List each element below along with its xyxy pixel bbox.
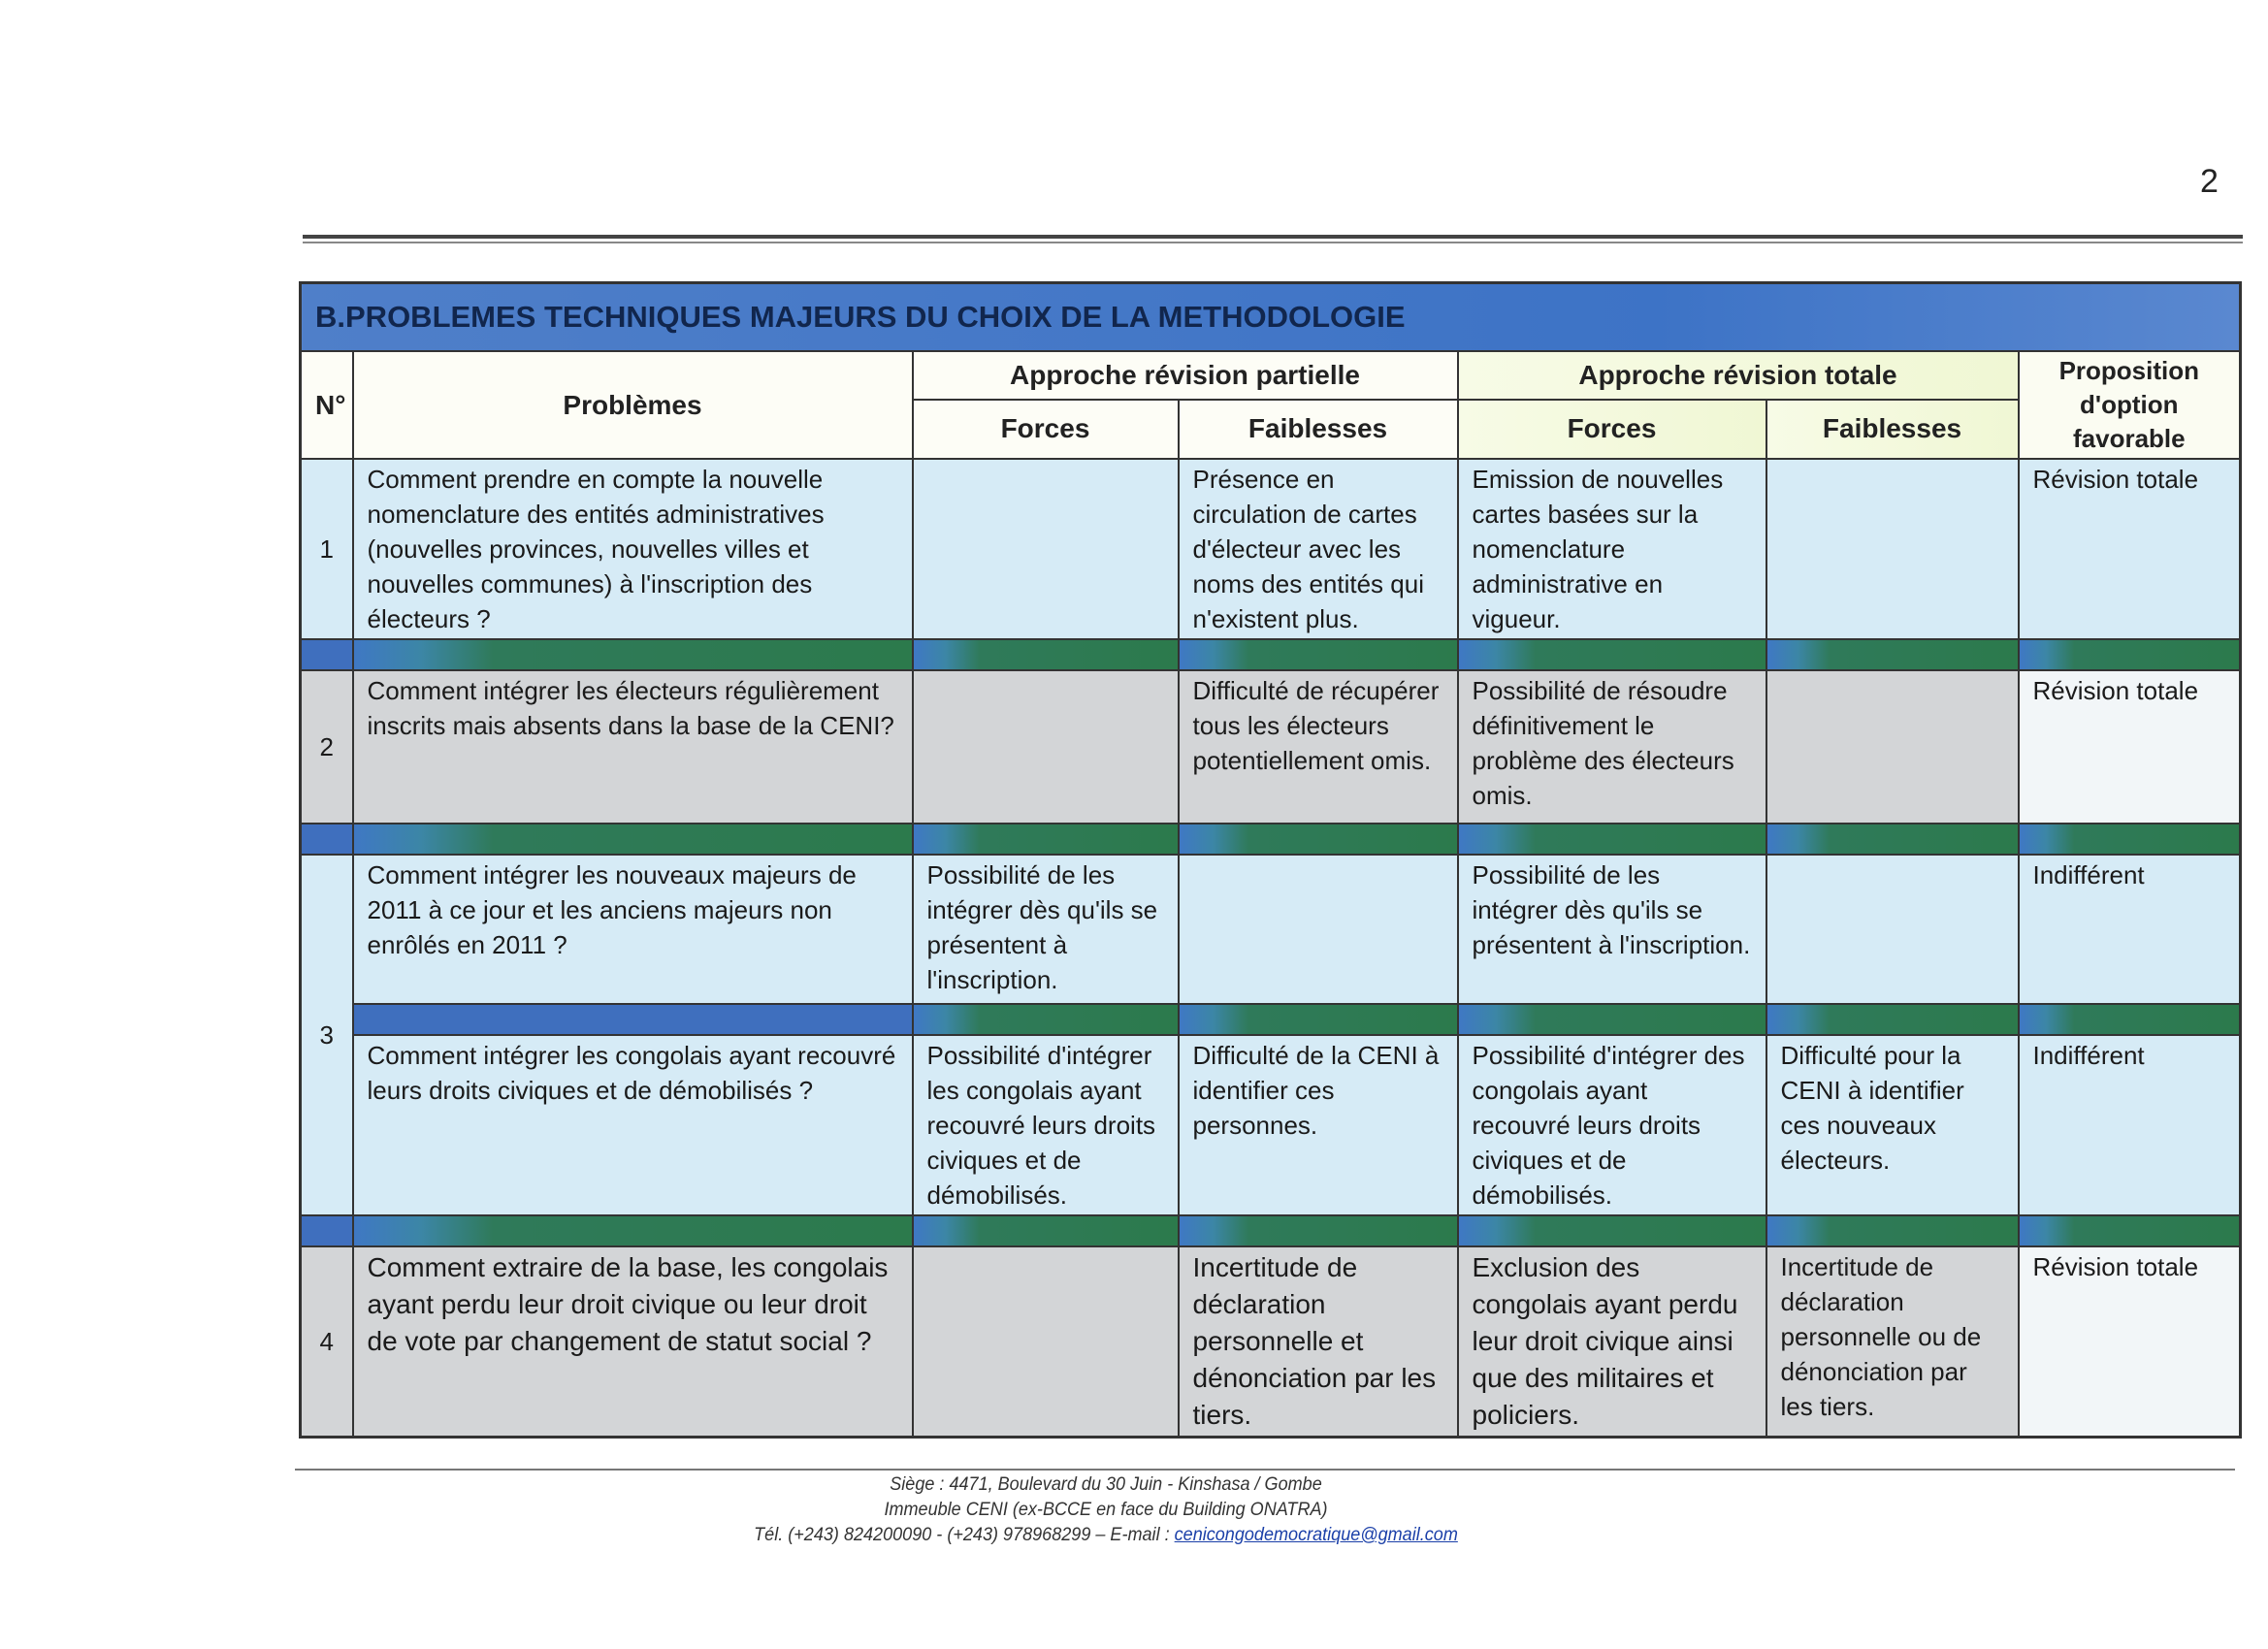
col-header-problems: Problèmes xyxy=(353,351,913,459)
partial-strengths-cell: Possibilité de les intégrer dès qu'ils se présentent à l'inscription. xyxy=(913,855,1179,1004)
total-strengths-cell: Possibilité d'intégrer des congolais ayant recouvré leurs droits civiques et de démobilisés. xyxy=(1458,1035,1766,1215)
problem-cell: Comment intégrer les électeurs régulièrement inscrits mais absents dans la base de la CENI? xyxy=(353,670,913,824)
proposal-cell: Révision totale xyxy=(2019,670,2241,824)
total-strengths-cell: Exclusion des congolais ayant perdu leur droit civique ainsi que des militaires et policiers. xyxy=(1458,1246,1766,1438)
footer xyxy=(599,1472,1613,1548)
col-header-partial-weaknesses: Faiblesses xyxy=(1179,400,1458,459)
total-weaknesses-cell xyxy=(1766,459,2019,639)
total-weaknesses-cell xyxy=(1766,670,2019,824)
row-number: 3 xyxy=(301,855,353,1215)
methodology-table xyxy=(299,281,2242,1439)
problem-cell: Comment intégrer les nouveaux majeurs de 2011 à ce jour et les anciens majeurs non enrôlés en 2011 ? xyxy=(353,855,913,1004)
table-row xyxy=(301,459,2241,639)
proposal-cell: Indifférent xyxy=(2019,1035,2241,1215)
col-header-total-approach: Approche révision totale xyxy=(1458,351,2019,400)
total-strengths-cell: Possibilité de résoudre définitivement le problème des électeurs omis. xyxy=(1458,670,1766,824)
table-title-row xyxy=(301,283,2241,352)
table-row xyxy=(301,855,2241,1004)
col-header-partial-strengths: Forces xyxy=(913,400,1179,459)
col-header-total-weaknesses: Faiblesses xyxy=(1766,400,2019,459)
footer-phones: Tél. (+243) 824200090 - (+243) 978968299 – E-mail : xyxy=(754,1525,1175,1545)
footer-email-link[interactable]: cenicongodemocratique@gmail.com xyxy=(1174,1525,1458,1545)
col-header-proposal: Proposition d'option favorable xyxy=(2019,351,2241,459)
table-row xyxy=(301,1035,2241,1215)
footer-address: Siège : 4471, Boulevard du 30 Juin - Kinshasa / Gombe xyxy=(890,1474,1322,1495)
total-strengths-cell: Possibilité de les intégrer dès qu'ils se présentent à l'inscription. xyxy=(1458,855,1766,1004)
col-header-partial-approach: Approche révision partielle xyxy=(913,351,1458,400)
separator-row xyxy=(301,824,2241,855)
table-title: B.PROBLEMES TECHNIQUES MAJEURS DU CHOIX DE LA METHODOLOGIE xyxy=(301,283,2241,352)
row-number: 1 xyxy=(301,459,353,639)
col-header-number: N° xyxy=(301,351,353,459)
table-row xyxy=(301,670,2241,824)
header-row-1 xyxy=(301,351,2241,400)
total-weaknesses-cell xyxy=(1766,855,2019,1004)
proposal-cell: Révision totale xyxy=(2019,1246,2241,1438)
partial-weaknesses-cell: Difficulté de récupérer tous les électeurs potentiellement omis. xyxy=(1179,670,1458,824)
header-rule xyxy=(303,235,2243,243)
proposal-cell: Révision totale xyxy=(2019,459,2241,639)
partial-weaknesses-cell xyxy=(1179,855,1458,1004)
problem-cell: Comment prendre en compte la nouvelle nomenclature des entités administratives (nouvelles provinces, nouvelles villes et nouvelles communes) à l'inscription des électeurs ? xyxy=(353,459,913,639)
partial-strengths-cell xyxy=(913,1246,1179,1438)
row-number: 4 xyxy=(301,1246,353,1438)
partial-weaknesses-cell: Incertitude de déclaration personnelle et dénonciation par les tiers. xyxy=(1179,1246,1458,1438)
total-weaknesses-cell: Incertitude de déclaration personnelle ou de dénonciation par les tiers. xyxy=(1766,1246,2019,1438)
partial-strengths-cell: Possibilité d'intégrer les congolais ayant recouvré leurs droits civiques et de démobilisés. xyxy=(913,1035,1179,1215)
footer-rule xyxy=(295,1469,2235,1471)
separator-row xyxy=(301,639,2241,670)
footer-contact xyxy=(599,1523,1613,1548)
partial-strengths-cell xyxy=(913,459,1179,639)
proposal-cell: Indifférent xyxy=(2019,855,2241,1004)
partial-weaknesses-cell: Difficulté de la CENI à identifier ces personnes. xyxy=(1179,1035,1458,1215)
page-number: 2 xyxy=(2200,163,2219,200)
total-strengths-cell: Emission de nouvelles cartes basées sur la nomenclature administrative en vigueur. xyxy=(1458,459,1766,639)
partial-weaknesses-cell: Présence en circulation de cartes d'électeur avec les noms des entités qui n'existent plus. xyxy=(1179,459,1458,639)
table-row xyxy=(301,1246,2241,1438)
footer-building: Immeuble CENI (ex-BCCE en face du Building ONATRA) xyxy=(884,1500,1328,1520)
partial-strengths-cell xyxy=(913,670,1179,824)
separator-row xyxy=(301,1215,2241,1246)
col-header-total-strengths: Forces xyxy=(1458,400,1766,459)
separator-row xyxy=(301,1004,2241,1035)
problem-cell: Comment extraire de la base, les congolais ayant perdu leur droit civique ou leur droit de vote par changement de statut social ? xyxy=(353,1246,913,1438)
row-number: 2 xyxy=(301,670,353,824)
total-weaknesses-cell: Difficulté pour la CENI à identifier ces nouveaux électeurs. xyxy=(1766,1035,2019,1215)
problem-cell: Comment intégrer les congolais ayant recouvré leurs droits civiques et de démobilisés ? xyxy=(353,1035,913,1215)
